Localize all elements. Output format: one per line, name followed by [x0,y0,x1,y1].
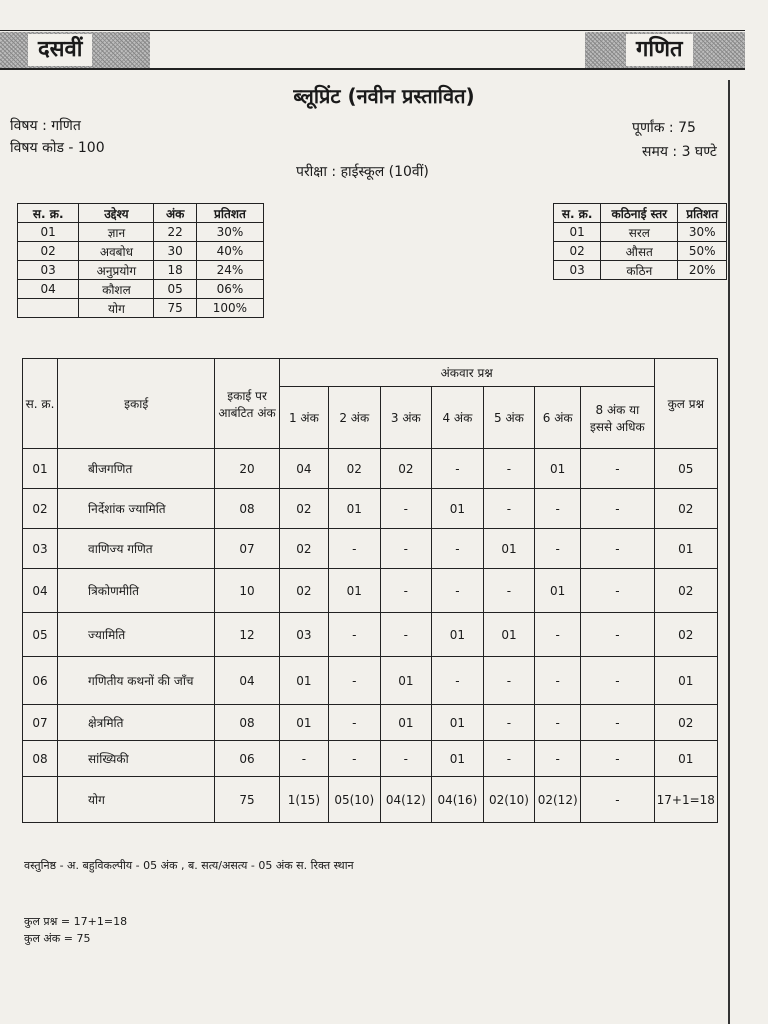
total-cell: 04(12) [380,777,432,823]
table-cell: - [535,529,581,569]
total-cell [23,777,58,823]
total-cell: 02(12) [535,777,581,823]
table-cell: 06 [215,741,279,777]
table-cell: 20 [215,449,279,489]
table-header-row [18,204,264,223]
table-cell: 01 [18,223,79,242]
page-right-rule [728,80,730,1024]
table-cell: - [328,705,380,741]
table-row [23,741,718,777]
table-cell: 20% [678,261,727,280]
table-header-row [23,359,718,387]
col-header: प्रतिशत [678,204,727,223]
table-cell: 30 [154,242,196,261]
col-header: स. क्र. [18,204,79,223]
table-cell: - [432,449,484,489]
table-cell: 01 [535,569,581,613]
table-cell: 07 [215,529,279,569]
total-cell: योग [58,777,215,823]
table-cell: 04 [215,657,279,705]
table-cell: 03 [23,529,58,569]
total-cell: 75 [215,777,279,823]
table-row [18,280,264,299]
table-cell: 01 [654,657,717,705]
table-cell: - [328,613,380,657]
table-cell: - [483,449,535,489]
table-cell: - [483,741,535,777]
table-cell: 01 [432,741,484,777]
table-cell: कौशल [79,280,154,299]
table-cell: - [483,569,535,613]
unit-cell: त्रिकोणमीति [58,569,215,613]
unit-cell: बीजगणित [58,449,215,489]
total-marks-note: कुल अंक = 75 [24,932,91,945]
col-header-total: कुल प्रश्न [654,359,717,449]
table-cell: 04 [18,280,79,299]
table-cell: औसत [601,242,678,261]
table-cell: 30% [678,223,727,242]
table-cell: - [380,741,432,777]
table-cell: - [328,529,380,569]
table-cell: 02 [18,242,79,261]
table-cell: - [380,489,432,529]
table-cell: - [581,657,654,705]
table-cell: 02 [654,613,717,657]
table-cell: - [581,741,654,777]
table-cell: 01 [554,223,601,242]
table-cell: - [432,569,484,613]
objective-note: वस्तुनिष्ठ - अ. बहुविकल्पीय - 05 अंक , ब. सत्य/असत्य - 05 अंक स. रिक्त स्थान [24,859,354,872]
table-cell: 04 [279,449,328,489]
table-cell: 03 [554,261,601,280]
table-cell: 01 [432,705,484,741]
table-cell: 05 [654,449,717,489]
subject-code-text: विषय कोड - 100 [10,140,105,156]
col-header-mark: 2 अंक [328,387,380,449]
table-cell: 01 [380,705,432,741]
table-cell: 02 [654,489,717,529]
table-row [554,223,727,242]
table-cell: 18 [154,261,196,280]
subject-text: विषय : गणित [10,118,81,134]
table-cell [18,299,79,318]
col-header-markwise: अंकवार प्रश्न [279,359,654,387]
table-cell: 08 [215,705,279,741]
table-cell: - [380,529,432,569]
table-cell: 06% [196,280,263,299]
table-cell: 01 [328,489,380,529]
table-row [23,529,718,569]
col-header-alloc: इकाई पर आबंटित अंक [215,359,279,449]
table-cell: 01 [432,489,484,529]
table-cell: - [581,489,654,529]
table-cell: - [483,489,535,529]
table-cell: 40% [196,242,263,261]
table-cell: अनुप्रयोग [79,261,154,280]
table-cell: - [279,741,328,777]
col-header: स. क्र. [554,204,601,223]
time-text: समय : 3 घण्टे [642,144,717,160]
table-cell: 05 [154,280,196,299]
blueprint-table [22,358,718,823]
table-row [554,261,727,280]
total-cell: 02(10) [483,777,535,823]
unit-cell: सांख्यिकी [58,741,215,777]
table-cell: 02 [380,449,432,489]
table-cell: 03 [279,613,328,657]
table-cell: 01 [23,449,58,489]
table-row [18,242,264,261]
total-cell: 04(16) [432,777,484,823]
table-cell: कठिन [601,261,678,280]
objective-table [17,203,264,318]
table-cell: 02 [279,529,328,569]
col-header-mark: 6 अंक [535,387,581,449]
table-cell: - [535,741,581,777]
table-cell: 01 [483,529,535,569]
table-cell: 01 [654,529,717,569]
table-row [23,489,718,529]
table-cell: 05 [23,613,58,657]
table-row [18,299,264,318]
unit-cell: क्षेत्रमिति [58,705,215,741]
header-bottom-rule [0,68,745,70]
table-cell: 02 [654,705,717,741]
col-header-mark: 4 अंक [432,387,484,449]
table-row [23,449,718,489]
table-cell: 12 [215,613,279,657]
table-cell: 03 [18,261,79,280]
table-cell: - [328,741,380,777]
col-header: अंक [154,204,196,223]
full-marks-text: पूर्णांक : 75 [632,120,696,136]
col-header: कठिनाई स्तर [601,204,678,223]
table-cell: - [432,657,484,705]
table-cell: 01 [380,657,432,705]
table-cell: 02 [554,242,601,261]
unit-cell: गणितीय कथनों की जाँच [58,657,215,705]
table-cell: - [535,657,581,705]
table-cell: - [483,705,535,741]
table-cell: - [328,657,380,705]
table-cell: 02 [279,489,328,529]
subject-label: गणित [626,34,693,66]
table-cell: अवबोध [79,242,154,261]
table-cell: - [483,657,535,705]
table-cell: 02 [279,569,328,613]
table-cell: - [581,569,654,613]
col-header-mark: 5 अंक [483,387,535,449]
total-cell: - [581,777,654,823]
table-cell: 01 [432,613,484,657]
col-header: प्रतिशत [196,204,263,223]
table-cell: 10 [215,569,279,613]
table-cell: 50% [678,242,727,261]
difficulty-table [553,203,727,280]
table-cell: 08 [215,489,279,529]
table-cell: 01 [279,705,328,741]
table-cell: 04 [23,569,58,613]
col-header-unit: इकाई [58,359,215,449]
table-cell: ज्ञान [79,223,154,242]
table-row [18,223,264,242]
table-cell: 01 [483,613,535,657]
table-cell: 01 [279,657,328,705]
table-cell: 02 [654,569,717,613]
table-cell: 02 [23,489,58,529]
table-cell: - [535,613,581,657]
col-header-mark: 1 अंक [279,387,328,449]
table-cell: 06 [23,657,58,705]
unit-cell: ज्यामिति [58,613,215,657]
page-title: ब्लूप्रिंट (नवीन प्रस्तावित) [293,84,475,108]
table-header-row [554,204,727,223]
table-cell: 02 [328,449,380,489]
table-cell: - [380,569,432,613]
col-header-mark: 8 अंक या इससे अधिक [581,387,654,449]
col-header-sno: स. क्र. [23,359,58,449]
blueprint-body [23,449,718,823]
table-cell: - [380,613,432,657]
table-cell: - [432,529,484,569]
table-cell: - [581,529,654,569]
table-row [23,613,718,657]
table-cell: - [581,449,654,489]
table-cell: - [535,705,581,741]
total-row [23,777,718,823]
table-cell: 01 [654,741,717,777]
unit-cell: वाणिज्य गणित [58,529,215,569]
header-top-rule [0,30,745,31]
table-cell: योग [79,299,154,318]
table-cell: 01 [328,569,380,613]
col-header-mark: 3 अंक [380,387,432,449]
table-row [554,242,727,261]
table-cell: 01 [535,449,581,489]
table-cell: - [535,489,581,529]
table-cell: - [581,613,654,657]
table-cell: 08 [23,741,58,777]
unit-cell: निर्देशांक ज्यामिति [58,489,215,529]
table-cell: 22 [154,223,196,242]
table-cell: 07 [23,705,58,741]
col-header: उद्देश्य [79,204,154,223]
table-row [23,569,718,613]
total-questions-note: कुल प्रश्न = 17+1=18 [24,915,128,928]
table-row [23,657,718,705]
exam-text: परीक्षा : हाईस्कूल (10वीं) [296,164,429,180]
table-cell: - [581,705,654,741]
table-cell: 30% [196,223,263,242]
table-row [23,705,718,741]
table-cell: 100% [196,299,263,318]
total-cell: 17+1=18 [654,777,717,823]
table-cell: सरल [601,223,678,242]
table-cell: 24% [196,261,263,280]
total-cell: 05(10) [328,777,380,823]
class-label: दसवीं [28,34,92,66]
total-cell: 1(15) [279,777,328,823]
table-row [18,261,264,280]
table-cell: 75 [154,299,196,318]
